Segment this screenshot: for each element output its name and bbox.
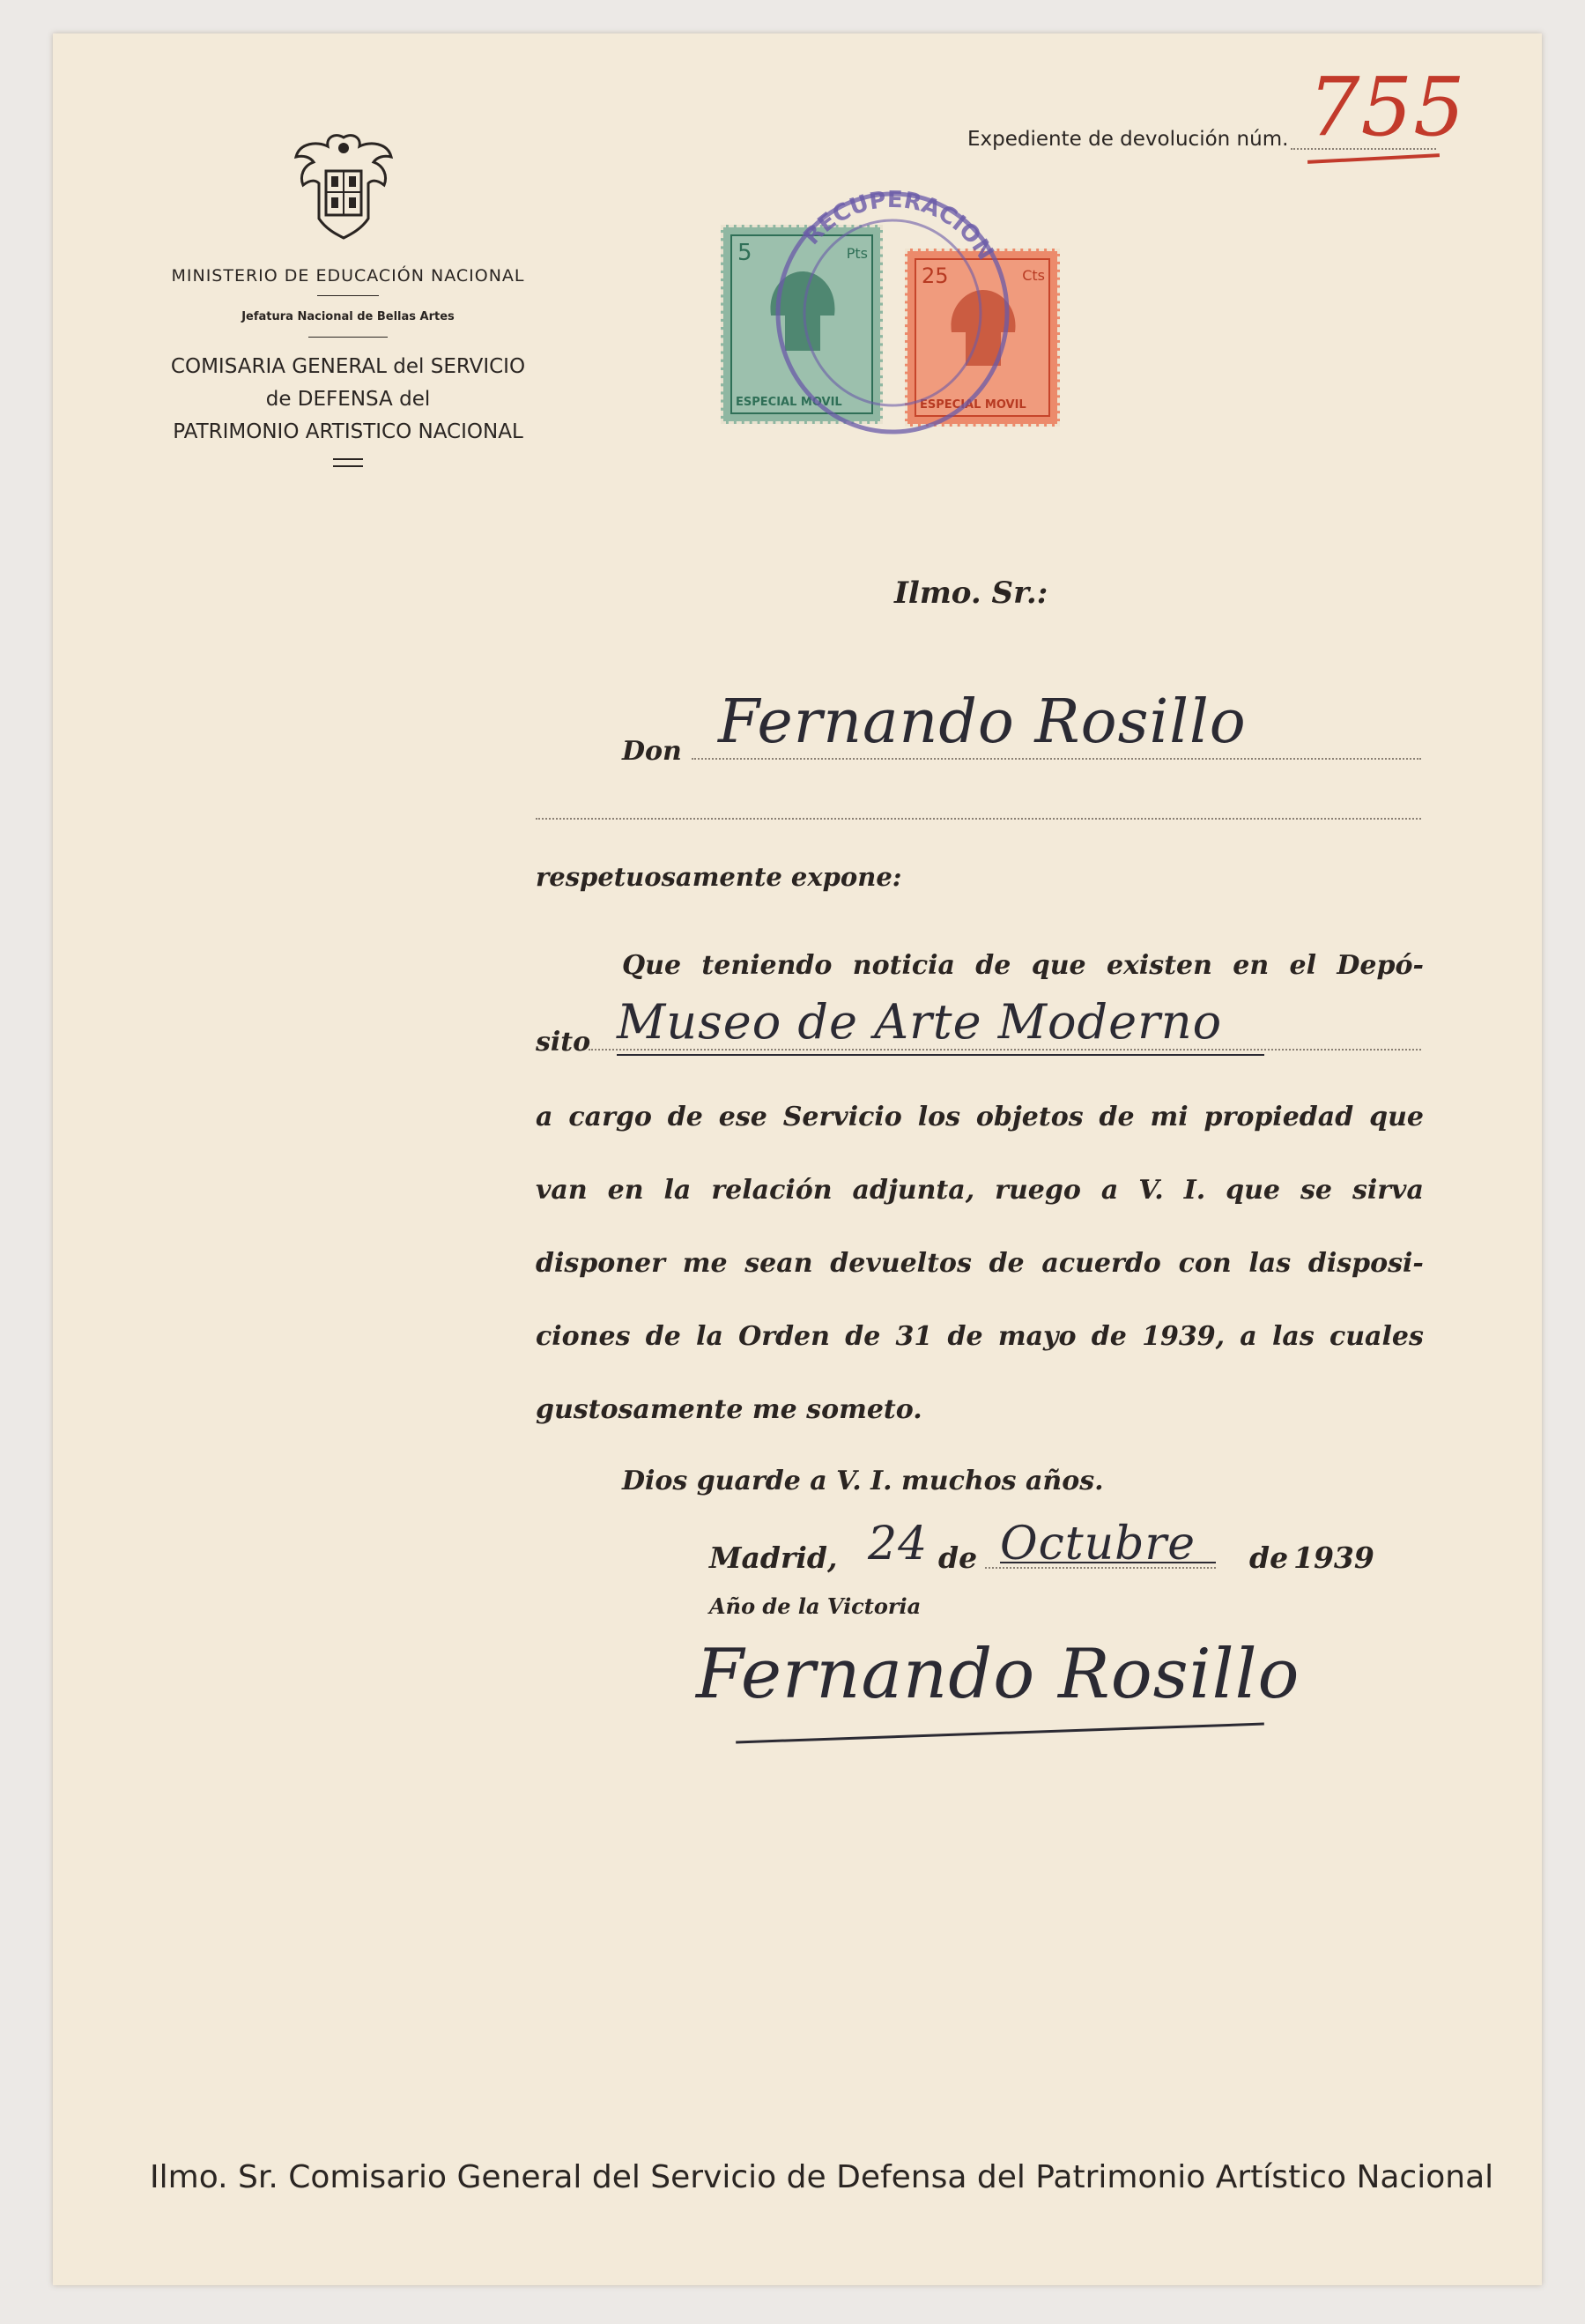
date-month: Octubre [1000, 1518, 1196, 1570]
expediente-number: 755 [1308, 60, 1466, 154]
comisaria-line-2: de DEFENSA del [265, 388, 431, 411]
postmark-stamp [765, 181, 1020, 445]
applicant-prefix: Don [622, 736, 682, 767]
body-line-1: Que teniendo noticia de que existen en el Depó- [622, 950, 1424, 981]
ministry-name: MINISTERIO DE EDUCACIÓN NACIONAL [171, 266, 525, 286]
body-line-7: gustosamente me someto. [536, 1394, 922, 1425]
footer-addressee: Ilmo. Sr. Comisario General del Servicio de Defensa del Patrimonio Artístico Nacional [150, 2159, 1494, 2195]
double-rule [333, 458, 363, 467]
fiscal-stamp-red: 25 Cts ESPECIAL MOVIL [905, 249, 1060, 427]
date-de-1: de [938, 1541, 978, 1575]
body-line-4: van en la relación adjunta, ruego a V. I. que se sirva [536, 1175, 1424, 1206]
month-underline [1000, 1562, 1216, 1563]
body-line-5: disponer me sean devueltos de acuerdo con las disposi- [536, 1248, 1424, 1279]
coat-of-arms-eagle-icon [291, 130, 396, 245]
svg-text:RECUPERACION: RECUPERACION [798, 186, 999, 265]
body-line-6: ciones de la Orden de 31 de mayo de 1939, a las cuales [536, 1321, 1424, 1352]
date-city: Madrid, [709, 1541, 838, 1575]
divider [317, 295, 379, 296]
date-year: 1939 [1293, 1541, 1374, 1575]
date-day: 24 [868, 1518, 929, 1570]
date-de-2: de [1249, 1541, 1289, 1575]
comisaria-line-3: PATRIMONIO ARTISTICO NACIONAL [173, 420, 523, 443]
closing-formula: Dios guarde a V. I. muchos años. [622, 1466, 1104, 1496]
deposito-value: Museo de Arte Moderno [617, 994, 1223, 1050]
expediente-label: Expediente de devolución núm. [967, 128, 1289, 151]
comisaria-line-1: COMISARIA GENERAL del SERVICIO [170, 355, 526, 378]
second-dotted-line [536, 818, 1421, 820]
salutation: Ilmo. Sr.: [894, 575, 1048, 611]
deposito-prefix: sito [536, 1027, 591, 1058]
fiscal-stamp-green: 5 Pts ESPECIAL MOVIL [721, 225, 883, 424]
body-line-3: a cargo de ese Servicio los objetos de mi propiedad que [536, 1102, 1424, 1132]
signature: Fernando Rosillo [696, 1635, 1300, 1714]
expone-heading: respetuosamente expone: [536, 862, 902, 892]
applicant-dotted-line [692, 758, 1421, 760]
jefatura-name: Jefatura Nacional de Bellas Artes [241, 310, 455, 323]
applicant-name: Fernando Rosillo [718, 687, 1247, 757]
era-caption: Año de la Victoria [709, 1593, 922, 1619]
divider [308, 337, 388, 338]
deposito-underline [617, 1054, 1264, 1056]
